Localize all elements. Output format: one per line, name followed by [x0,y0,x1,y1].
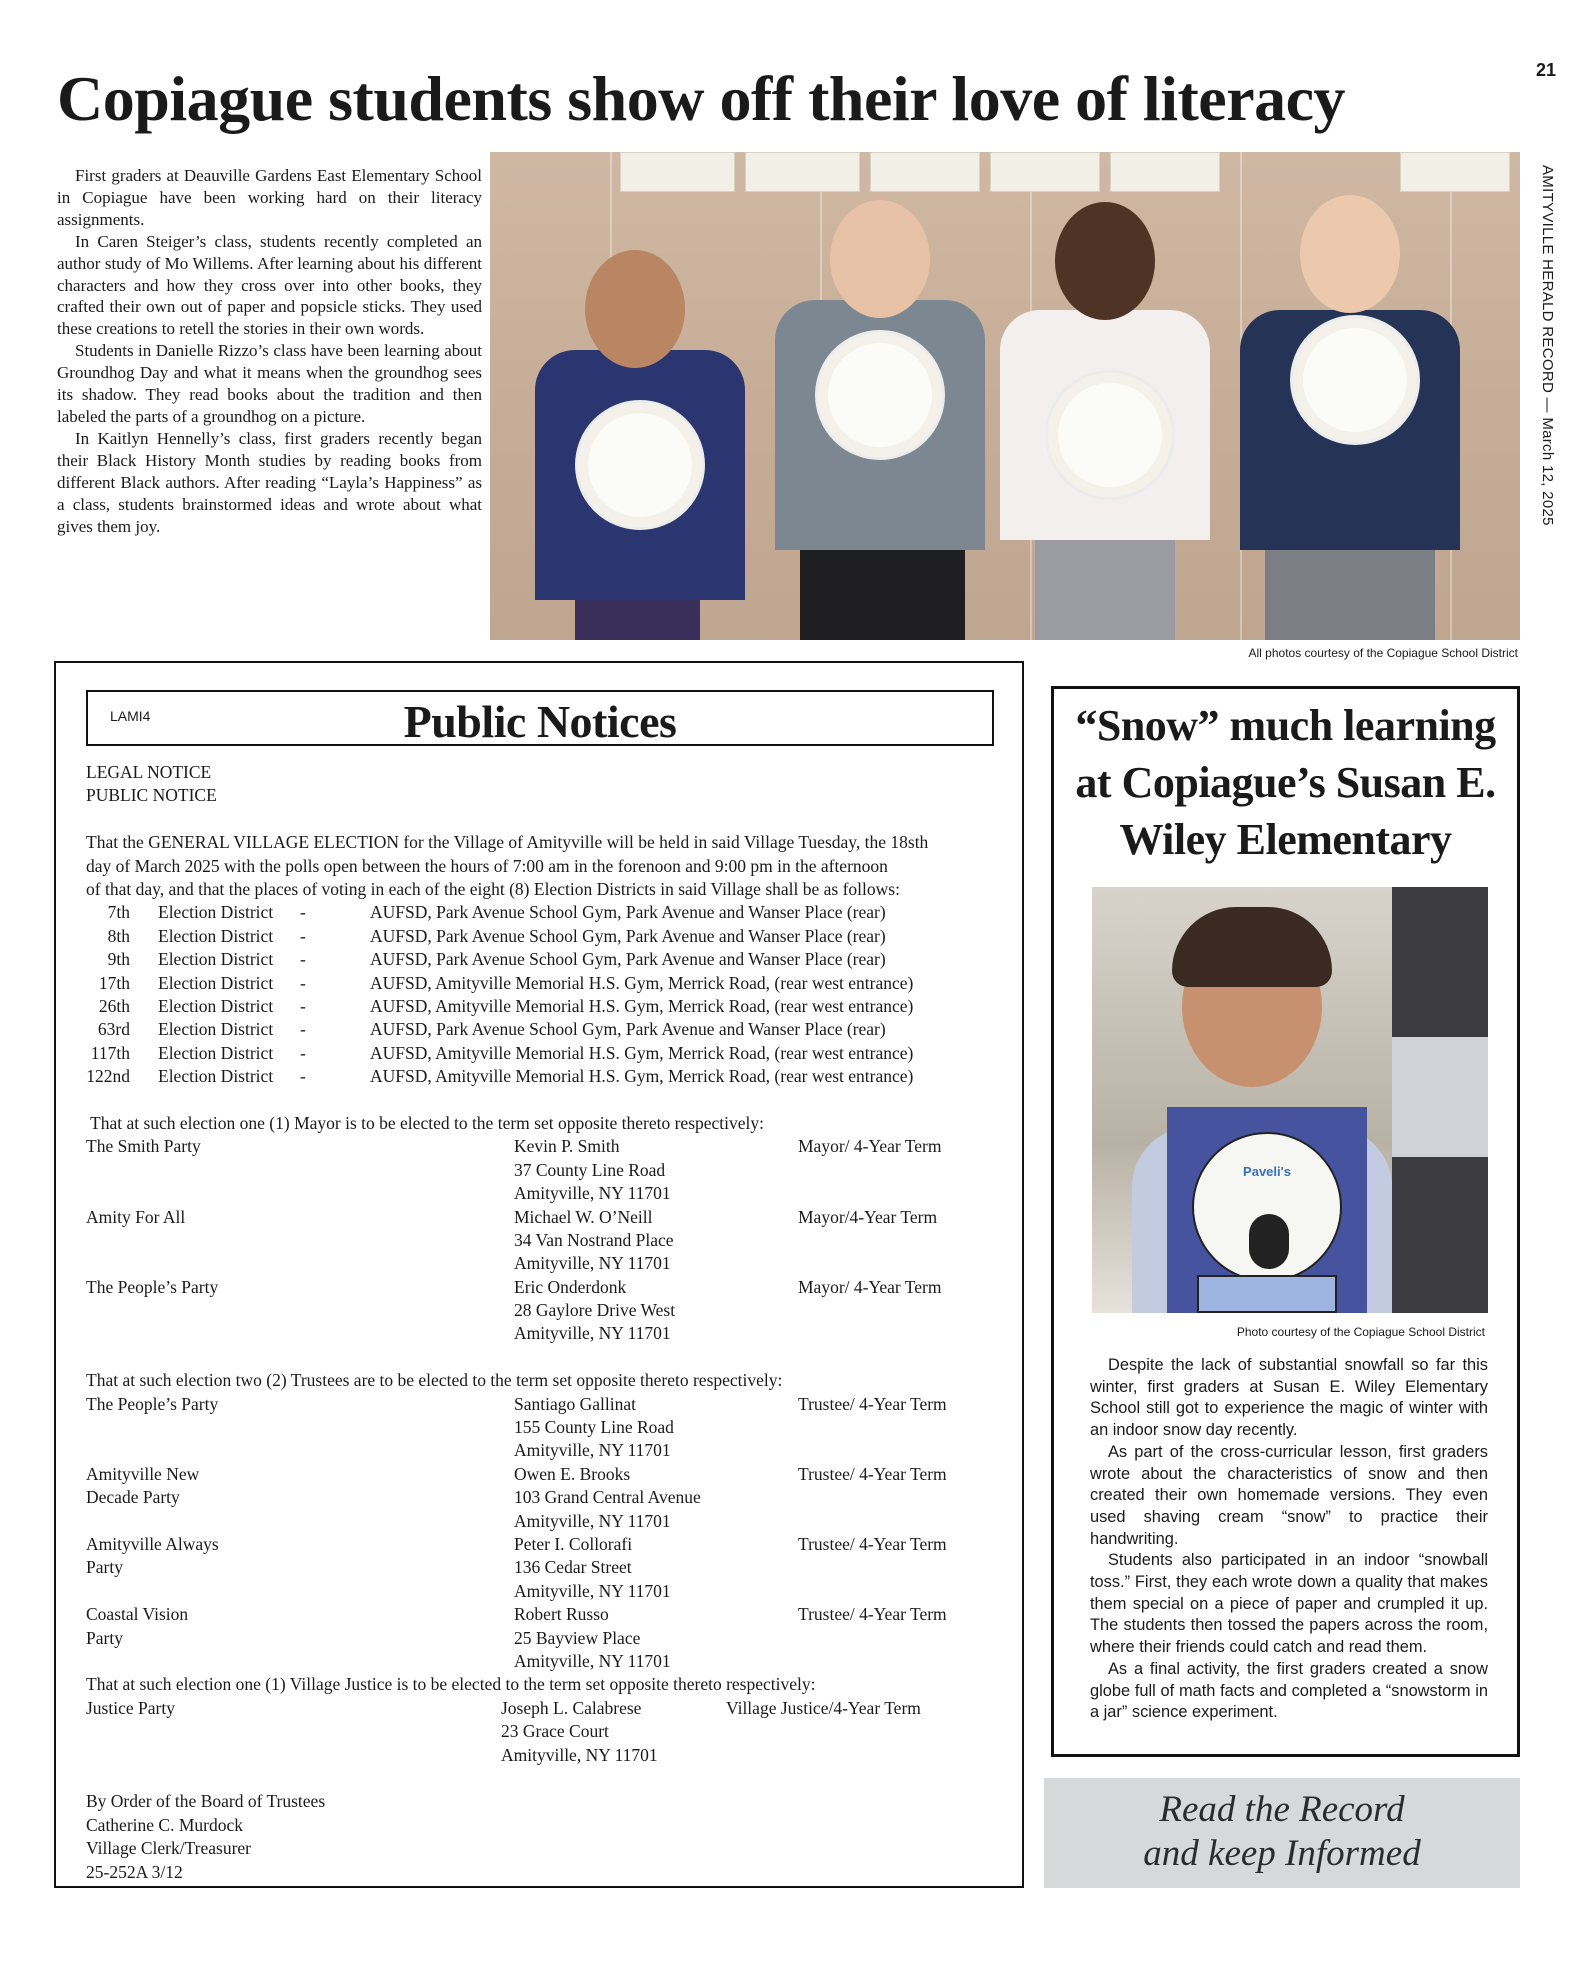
snow-paragraph: As a final activity, the first graders created a snow globe full of math facts and completed a “snowstorm in a jar” science experiment. [1090,1659,1488,1722]
class-photo [490,152,1520,640]
snow-title-line: at Copiague’s Susan E. [1075,758,1496,807]
candidate-row [86,1650,1006,1673]
promo-box [1044,1778,1520,1888]
candidate-row [86,1299,1006,1322]
district-dash: - [300,925,306,946]
intro-article [57,165,482,537]
candidate-name: Owen E. Brooks [514,1463,631,1484]
party-name: Justice Party [86,1697,175,1718]
candidate-row [86,1229,1006,1252]
district-row [86,995,1006,1018]
candidate-row [86,1580,1006,1603]
mayor-intro: That at such election one (1) Mayor is to be elected to the term set opposite thereto respectively: [90,1112,765,1133]
snow-globe-drawing [1192,1132,1342,1282]
district-dash: - [300,995,306,1016]
candidate-address: Amityville, NY 11701 [514,1323,671,1344]
candidate-row [86,1159,1006,1182]
globe-name-label: Paveli's [1243,1164,1291,1179]
candidate-row [86,1697,1006,1720]
party-name: Coastal Vision [86,1604,189,1625]
candidate-address: Amityville, NY 11701 [514,1580,671,1601]
district-row [86,925,1006,948]
candidate-row [86,1486,1006,1509]
snow-paragraph: As part of the cross-curricular lesson, first graders wrote about the characteristics of snow and then created their own homemade versions. They even used shaving cream “snow” to practice their handwriting. [1090,1442,1488,1548]
candidate-row [86,1603,1006,1626]
headline: Copiague students show off their love of literacy [57,63,1345,134]
candidate-row [86,1720,1006,1743]
signature-line: Village Clerk/Treasurer [86,1838,251,1859]
district-label: Election District [158,972,274,993]
district-row [86,948,1006,971]
intro-paragraph: First graders at Deauville Gardens East Elementary School in Copiague have been working hard on their literacy assignments. [57,166,482,229]
candidate-address: Amityville, NY 11701 [501,1744,658,1765]
snow-article-title [1054,697,1517,868]
term-label: Mayor/4-Year Term [798,1206,938,1227]
district-dash: - [300,972,306,993]
candidate-row [86,1206,1006,1229]
candidate-row [86,1463,1006,1486]
district-dash: - [300,949,306,970]
candidate-row [86,1416,1006,1439]
candidate-row [86,1182,1006,1205]
notice-intro-line: of that day, and that the places of voting in each of the eight (8) Election Districts in said Village shall be as follows: [86,879,900,900]
party-name: Amity For All [86,1206,186,1227]
side-banner-text: AMITYVILLE HERALD RECORD — March 12, 2025 [1539,165,1556,526]
photo-credit: All photos courtesy of the Copiague School District [1248,646,1518,660]
paper-plate [815,330,945,460]
candidate-name: Peter I. Collorafi [514,1534,633,1554]
paper-plate [1290,315,1420,445]
candidate-row [86,1439,1006,1462]
student-figure [765,170,995,640]
intro-paragraph: Students in Danielle Rizzo’s class have been learning about Groundhog Day and what it means when the groundhog sees its shadow. They read books about the tradition and then labeled the parts of a groundhog on a picture. [57,341,482,426]
party-name: Party [86,1557,123,1578]
district-row [86,1065,1006,1088]
candidate-address: Amityville, NY 11701 [514,1183,671,1204]
district-number: 9th [107,949,130,970]
district-label: Election District [158,949,274,970]
district-label: Election District [158,995,274,1016]
side-banner [1532,165,1558,526]
district-label: Election District [158,1042,274,1063]
candidate-address: Amityville, NY 11701 [514,1510,671,1531]
candidate-row [86,1510,1006,1533]
party-name: Party [86,1627,123,1648]
paper-plate [1045,370,1175,500]
notices-title: Public Notices [403,696,677,747]
notices-header [86,690,994,746]
term-label: Trustee/ 4-Year Term [798,1463,947,1484]
snow-article [1051,686,1520,1757]
trustee-candidates [86,1393,1006,1674]
district-number: 7th [107,902,130,923]
district-row [86,1018,1006,1041]
notice-body [86,761,1006,1884]
signature-line: Catherine C. Murdock [86,1814,243,1835]
public-notice-label: PUBLIC NOTICE [86,785,217,806]
district-list [86,901,1006,1088]
globe-base [1197,1275,1337,1313]
candidate-row [86,1627,1006,1650]
snow-paragraph: Despite the lack of substantial snowfall so far this winter, first graders at Susan E. Wiley Elementary School still got to experience the magic of winter with an indoor snow day recently. [1090,1356,1488,1440]
district-label: Election District [158,902,274,923]
snow-title-line: Wiley Elementary [1119,815,1452,864]
district-number: 26th [98,995,130,1016]
candidate-address: 28 Gaylore Drive West [514,1300,676,1321]
justice-intro: That at such election one (1) Village Justice is to be elected to the term set opposite thereto respectively: [86,1674,816,1695]
candidate-address: 103 Grand Central Avenue [514,1487,701,1508]
student-hair [1172,907,1332,987]
snow-globe-poster [1167,1107,1367,1313]
candidate-address: Amityville, NY 11701 [514,1253,671,1274]
candidate-name: Joseph L. Calabrese [501,1697,642,1718]
student-figure [1230,170,1470,640]
student-head [1055,202,1155,320]
party-name: Amityville New [86,1463,200,1484]
notice-intro-line: That the GENERAL VILLAGE ELECTION for the Village of Amityville will be held in said Village Tuesday, the 18sth [86,832,929,853]
district-row [86,901,1006,924]
district-label: Election District [158,1066,274,1087]
candidate-name: Robert Russo [514,1604,609,1625]
candidate-row [86,1533,1006,1556]
candidate-name: Eric Onderdonk [514,1276,627,1297]
candidate-row [86,1135,1006,1158]
term-label: Mayor/ 4-Year Term [798,1136,942,1157]
party-name: Decade Party [86,1487,180,1508]
public-notices [54,661,1024,1888]
candidate-address: Amityville, NY 11701 [514,1650,671,1671]
justice-candidates [86,1697,1006,1767]
legal-notice-label: LEGAL NOTICE [86,762,212,782]
candidate-address: 37 County Line Road [514,1159,666,1180]
candidate-name: Michael W. O’Neill [514,1206,653,1227]
notices-code: LAMI4 [110,708,151,724]
notice-intro-line: day of March 2025 with the polls open between the hours of 7:00 am in the forenoon and 9:00 pm in the afternoon [86,855,888,876]
district-label: Election District [158,1019,274,1040]
student-legs [1265,540,1435,640]
student-head [1300,195,1400,313]
district-place: AUFSD, Park Avenue School Gym, Park Avenue and Wanser Place (rear) [370,949,886,970]
district-dash: - [300,1019,306,1040]
penguin-drawing [1249,1214,1289,1269]
party-name: The People’s Party [86,1393,219,1414]
snow-photo [1092,887,1488,1313]
district-number: 122nd [86,1066,130,1087]
candidate-row [86,1322,1006,1345]
signature-line: By Order of the Board of Trustees [86,1791,326,1812]
party-name: Amityville Always [86,1534,219,1554]
party-name: The Smith Party [86,1136,201,1157]
district-row [86,972,1006,995]
district-label: Election District [158,925,274,946]
term-label: Trustee/ 4-Year Term [798,1534,947,1554]
wall-drawing [620,152,735,192]
term-label: Trustee/ 4-Year Term [798,1604,947,1625]
mayor-candidates [86,1135,1006,1346]
district-dash: - [300,902,306,923]
candidate-address: 25 Bayview Place [514,1627,641,1648]
student-figure [520,220,760,640]
term-label: Trustee/ 4-Year Term [798,1393,947,1414]
candidate-address: 23 Grace Court [501,1721,609,1742]
paper-plate [575,400,705,530]
district-place: AUFSD, Amityville Memorial H.S. Gym, Merrick Road, (rear west entrance) [370,972,914,993]
district-dash: - [300,1042,306,1063]
district-number: 117th [90,1042,130,1063]
party-name: The People’s Party [86,1276,219,1297]
district-place: AUFSD, Amityville Memorial H.S. Gym, Merrick Road, (rear west entrance) [370,995,914,1016]
candidate-name: Kevin P. Smith [514,1136,620,1157]
candidate-row [86,1393,1006,1416]
district-place: AUFSD, Park Avenue School Gym, Park Avenue and Wanser Place (rear) [370,902,886,923]
signature-line: 25-252A 3/12 [86,1861,183,1882]
student-figure [990,170,1220,640]
snow-title-line: “Snow” much learning [1075,701,1496,750]
student-head [585,250,685,368]
candidate-row [86,1744,1006,1767]
district-number: 17th [98,972,130,993]
candidate-row [86,1276,1006,1299]
snow-article-body [1090,1355,1488,1724]
district-place: AUFSD, Park Avenue School Gym, Park Avenue and Wanser Place (rear) [370,925,886,946]
intro-paragraph: In Kaitlyn Hennelly’s class, first graders recently began their Black History Month studies by reading books from different Black authors. After reading “Layla’s Happiness” as a class, students brainstormed ideas and wrote about what gives them joy. [57,428,482,536]
snow-paragraph: Students also participated in an indoor “snowball toss.” First, they each wrote down a quality that makes them special on a piece of paper and crumpled it up. The students then tossed the papers across the room, where their friends could catch and read them. [1090,1551,1488,1657]
trustee-intro: That at such election two (2) Trustees are to be elected to the term set opposite thereto respectively: [86,1370,783,1391]
district-number: 8th [107,925,130,946]
promo-line: and keep Informed [1143,1833,1421,1874]
district-place: AUFSD, Amityville Memorial H.S. Gym, Merrick Road, (rear west entrance) [370,1066,914,1087]
candidate-row [86,1556,1006,1579]
candidate-address: 34 Van Nostrand Place [514,1229,674,1250]
candidate-address: Amityville, NY 11701 [514,1440,671,1461]
classroom-shelf [1392,1037,1488,1157]
candidate-address: 155 County Line Road [514,1417,674,1438]
district-number: 63rd [97,1019,130,1040]
student-head [830,200,930,318]
district-place: AUFSD, Amityville Memorial H.S. Gym, Merrick Road, (rear west entrance) [370,1042,914,1063]
candidate-address: 136 Cedar Street [514,1557,632,1578]
intro-paragraph: In Caren Steiger’s class, students recently completed an author study of Mo Willems. After learning about his different characters and how they cross over into other books, they crafted their own out of paper and popsicle sticks. They used these creations to retell the stories in their own words. [57,231,482,339]
snow-photo-credit: Photo courtesy of the Copiague School District [1236,1325,1485,1339]
district-row [86,1042,1006,1065]
district-dash: - [300,1066,306,1087]
district-place: AUFSD, Park Avenue School Gym, Park Avenue and Wanser Place (rear) [370,1019,886,1040]
candidate-row [86,1252,1006,1275]
candidate-name: Santiago Gallinat [514,1393,636,1414]
promo-line: Read the Record [1159,1789,1405,1830]
term-label: Village Justice/4-Year Term [726,1697,921,1718]
page-number: 21 [1535,60,1556,80]
term-label: Mayor/ 4-Year Term [798,1276,942,1297]
